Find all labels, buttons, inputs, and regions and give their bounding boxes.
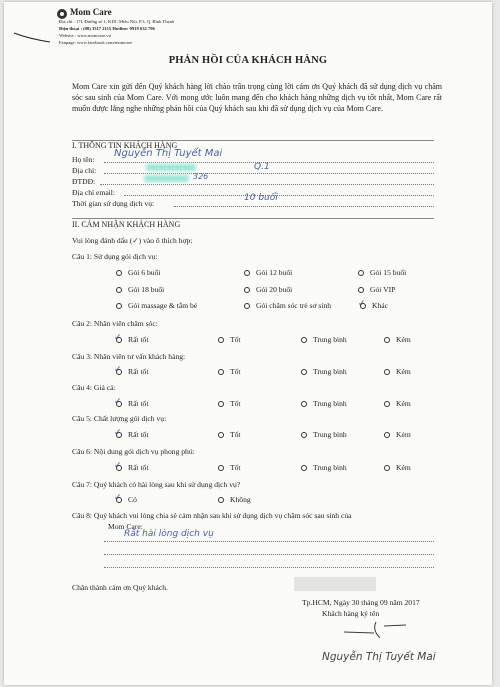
thank-you-text: Chân thành cám ơn Quý khách.	[72, 583, 168, 592]
q1-option-6[interactable]: Gói 6 buổi	[116, 268, 161, 277]
q5-average[interactable]: Trung bình	[301, 430, 347, 439]
date-stamp-area	[294, 577, 376, 591]
q2-good[interactable]: Tốt	[218, 335, 241, 344]
q6-average[interactable]: Trung bình	[301, 463, 347, 472]
name-label: Họ tên:	[72, 155, 95, 164]
intro-paragraph: Mom Care xin gửi đến Quý khách hàng lời chào trân trọng cùng lời cám ơn Quý khách đã sử dụng dịch vụ chăm sóc sau sinh của Mom Care. Với mong ước luôn mang đến cho khách hàng những dịch vụ tốt nhất, Mom Care rất muốn được lắng nghe những phản hồi của Quý khách sau khi đã sử dụng dịch vụ của Mom Care.	[72, 82, 442, 113]
q1-label: Câu 1: Sử dụng gói dịch vụ:	[72, 252, 158, 261]
signature-scribble-icon	[340, 620, 410, 642]
q3-poor[interactable]: Kém	[384, 367, 411, 376]
q1-option-20[interactable]: Gói 20 buổi	[244, 285, 292, 294]
signature-label: Khách hàng ký tên	[322, 609, 380, 618]
q5-good[interactable]: Tốt	[218, 430, 241, 439]
checkmark-icon: ✓	[114, 332, 122, 343]
q1-option-newborn[interactable]: Gói chăm sóc trẻ sơ sinh	[244, 301, 331, 310]
company-fanpage: Fanpage: www.facebook.com/momcare	[59, 40, 133, 45]
section-customer-feedback: II. CẢM NHẬN KHÁCH HÀNG	[72, 220, 181, 229]
q2-very-good[interactable]: ✓ Rất tốt	[114, 332, 149, 344]
checkmark-icon: ✓	[114, 460, 122, 471]
checkmark-icon: ✓	[114, 364, 122, 375]
feedback-form-sheet	[4, 2, 492, 685]
q6-poor[interactable]: Kém	[384, 463, 411, 472]
q1-option-vip[interactable]: Gói VIP	[358, 285, 395, 294]
q2-average[interactable]: Trung bình	[301, 335, 347, 344]
instruction-text: Vui lòng đánh dấu (✓) vào ô thích hợp:	[72, 236, 193, 245]
q1-option-18[interactable]: Gói 18 buổi	[116, 285, 164, 294]
phone-label: ĐTDĐ:	[72, 177, 96, 186]
name-field[interactable]: Nguyễn Thị Tuyết Mai	[114, 148, 223, 159]
q4-average[interactable]: Trung bình	[301, 399, 347, 408]
brand-name: Mom Care	[70, 7, 112, 17]
q7-yes[interactable]: ✓ Có	[114, 492, 137, 504]
checkmark-icon: ✓	[114, 427, 122, 438]
q3-very-good[interactable]: ✓ Rất tốt	[114, 364, 149, 376]
company-address: Địa chỉ : 17L Đường số 1, KDC Miếu Nổi, P.3, Q. Bình Thạnh	[59, 19, 175, 24]
q3-average[interactable]: Trung bình	[301, 367, 347, 376]
q3-label: Câu 3: Nhân viên tư vấn khách hàng:	[72, 352, 186, 361]
q2-label: Câu 2: Nhân viên chăm sóc:	[72, 319, 158, 328]
q6-label: Câu 6: Nội dung gói dịch vụ phong phú:	[72, 447, 195, 456]
checkmark-icon: ✓	[358, 298, 366, 309]
q8-label: Câu 8: Quý khách vui lòng chia sẻ cảm nhận sau khi sử dụng dịch vụ chăm sóc sau sinh của	[72, 511, 352, 520]
date-line: Tp.HCM, Ngày 30 tháng 09 năm 2017	[302, 598, 420, 607]
duration-label: Thời gian sử dụng dịch vụ:	[72, 199, 155, 208]
q8-label-cont: Mom Care:	[108, 522, 143, 531]
q1-option-massage[interactable]: Gói massage & tắm bé	[116, 301, 197, 310]
q2-poor[interactable]: Kém	[384, 335, 411, 344]
mom-care-logo-icon	[57, 9, 67, 19]
company-phone: Điện thoại : (08) 3517 2115 Hotline: 0919 632 796	[59, 26, 155, 31]
section-divider	[72, 218, 434, 219]
q1-option-other[interactable]: ✓ Khác	[358, 298, 389, 310]
q4-poor[interactable]: Kém	[384, 399, 411, 408]
q4-good[interactable]: Tốt	[218, 399, 241, 408]
q3-good[interactable]: Tốt	[218, 367, 241, 376]
form-title: PHẢN HỒI CỦA KHÁCH HÀNG	[168, 55, 328, 66]
q7-label: Câu 7: Quý khách có hài lòng sau khi sử dụng dịch vụ?	[72, 480, 241, 489]
q5-label: Câu 5: Chất lượng gói dịch vụ:	[72, 414, 167, 423]
q7-no[interactable]: Không	[218, 495, 251, 504]
address-field[interactable]: Q.1	[254, 162, 270, 172]
duration-field[interactable]: 10 buổi	[244, 193, 278, 203]
q8-answer-field[interactable]: Rất hài lòng dịch vụ	[124, 529, 214, 539]
signature-name: Nguyễn Thị Tuyết Mai	[322, 651, 436, 663]
q1-option-12[interactable]: Gói 12 buổi	[244, 268, 292, 277]
phone-field[interactable]: 326	[193, 172, 209, 181]
q5-poor[interactable]: Kém	[384, 430, 411, 439]
q5-very-good[interactable]: ✓ Rất tốt	[114, 427, 149, 439]
pen-mark-icon	[12, 30, 52, 44]
checkmark-icon: ✓	[114, 492, 122, 503]
q1-option-15[interactable]: Gói 15 buổi	[358, 268, 406, 277]
q6-very-good[interactable]: ✓ Rất tốt	[114, 460, 149, 472]
email-label: Địa chỉ email:	[72, 188, 116, 197]
section-customer-info: I. THÔNG TIN KHÁCH HÀNG	[72, 141, 178, 150]
company-website: Website : www.momcare.vn	[59, 33, 111, 38]
q6-good[interactable]: Tốt	[218, 463, 241, 472]
checkmark-icon: ✓	[114, 396, 122, 407]
q4-very-good[interactable]: ✓ Rất tốt	[114, 396, 149, 408]
address-label: Địa chỉ:	[72, 166, 97, 175]
q4-label: Câu 4: Giá cả:	[72, 383, 116, 392]
